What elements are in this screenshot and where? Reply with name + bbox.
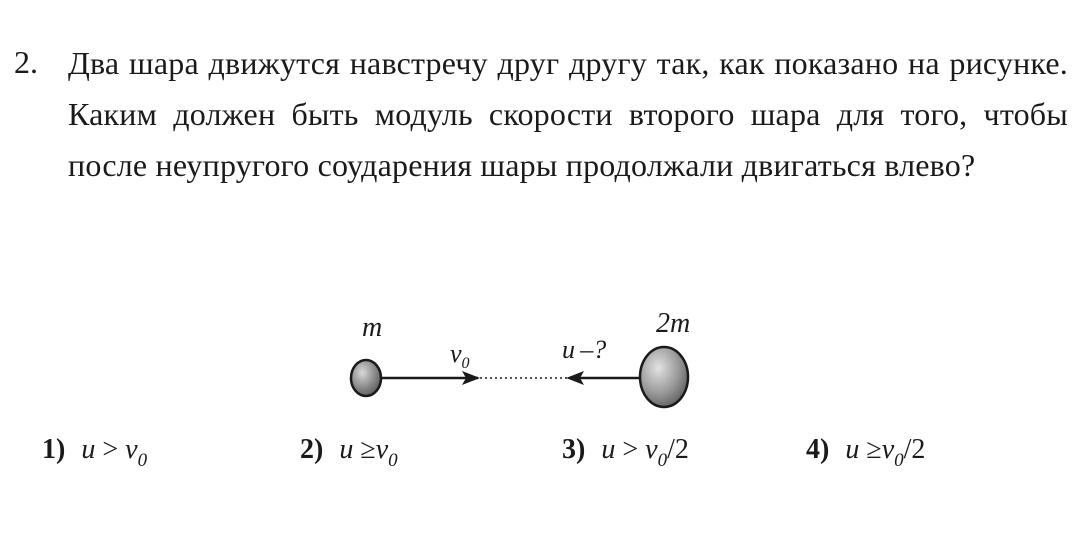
mass1-label: m [362, 312, 383, 343]
ball-1 [351, 360, 381, 396]
answer-option-1[interactable]: 1) $u > v_0$ [42, 434, 148, 471]
velocity1-subscript: 0 [461, 355, 470, 372]
velocity1-letter: v [450, 339, 462, 368]
velocity1-label [450, 339, 470, 372]
answer-option-2[interactable]: 2) $u \ge v_0$ [300, 434, 398, 471]
problem-text: Два шара движутся навстречу друг другу так, как показано на рисунке. Каким должен быть модуль скорости второго шара для того, чтобы после неупругого соударения шары продолжали двигаться влево? [68, 45, 1068, 183]
answer-option-3[interactable]: 3) $u > v_0/2$ [562, 434, 689, 471]
answer-number: 1) [42, 434, 66, 465]
answer-option-4[interactable]: 4) $u \ge v_0/2$ [806, 434, 926, 471]
answer-number: 2) [300, 434, 324, 465]
collision-figure [330, 300, 730, 420]
problem-number: 2. [14, 44, 38, 80]
answer-number: 3) [562, 434, 586, 465]
ball-2 [640, 347, 688, 407]
answer-number: 4) [806, 434, 830, 465]
answer-options [0, 430, 1080, 490]
velocity2-label: u –? [562, 335, 607, 364]
mass2-label: 2m [656, 308, 691, 339]
collision-diagram [330, 300, 730, 420]
